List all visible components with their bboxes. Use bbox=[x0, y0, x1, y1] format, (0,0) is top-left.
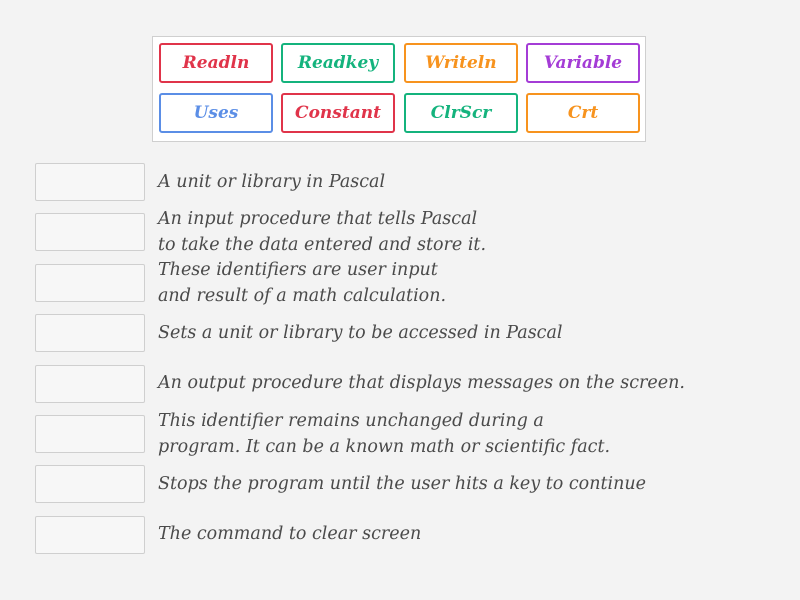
answer-drop-zone-3[interactable] bbox=[35, 264, 145, 302]
answer-drop-zone-4[interactable] bbox=[35, 314, 145, 352]
definition-5-line-1: An output procedure that displays messages on the screen. bbox=[158, 373, 685, 393]
definition-1 bbox=[158, 169, 788, 195]
definition-2 bbox=[158, 206, 788, 258]
definition-5 bbox=[158, 370, 788, 396]
definition-6-line-2: program. It can be a known math or scientific fact. bbox=[158, 437, 611, 457]
definition-6 bbox=[158, 408, 788, 460]
answer-drop-zone-2[interactable] bbox=[35, 213, 145, 251]
answer-drop-zone-6[interactable] bbox=[35, 415, 145, 453]
answer-drop-zone-7[interactable] bbox=[35, 465, 145, 503]
definition-4-line-1: Sets a unit or library to be accessed in Pascal bbox=[158, 323, 563, 343]
definition-2-line-2: to take the data entered and store it. bbox=[158, 235, 487, 255]
definition-4 bbox=[158, 320, 788, 346]
definition-7-line-1: Stops the program until the user hits a key to continue bbox=[158, 474, 646, 494]
tile-crt[interactable]: Crt bbox=[526, 93, 640, 133]
definition-6-line-1: This identifier remains unchanged during a bbox=[158, 411, 544, 431]
definition-8-line-1: The command to clear screen bbox=[158, 524, 422, 544]
definition-3-line-2: and result of a math calculation. bbox=[158, 286, 447, 306]
tile-variable[interactable]: Variable bbox=[526, 43, 640, 83]
tile-uses[interactable]: Uses bbox=[159, 93, 273, 133]
tile-writeln[interactable]: Writeln bbox=[404, 43, 518, 83]
definition-2-line-1: An input procedure that tells Pascal bbox=[158, 209, 478, 229]
definition-3 bbox=[158, 257, 788, 309]
definition-1-line-1: A unit or library in Pascal bbox=[158, 172, 386, 192]
tile-readln[interactable]: Readln bbox=[159, 43, 273, 83]
tile-clrscr[interactable]: ClrScr bbox=[404, 93, 518, 133]
definition-7 bbox=[158, 471, 788, 497]
tile-constant[interactable]: Constant bbox=[281, 93, 395, 133]
answer-drop-zone-1[interactable] bbox=[35, 163, 145, 201]
tile-readkey[interactable]: Readkey bbox=[281, 43, 395, 83]
word-bank bbox=[152, 36, 646, 142]
definition-3-line-1: These identifiers are user input bbox=[158, 260, 438, 280]
definition-8 bbox=[158, 521, 788, 547]
answer-drop-zone-5[interactable] bbox=[35, 365, 145, 403]
answer-drop-zone-8[interactable] bbox=[35, 516, 145, 554]
